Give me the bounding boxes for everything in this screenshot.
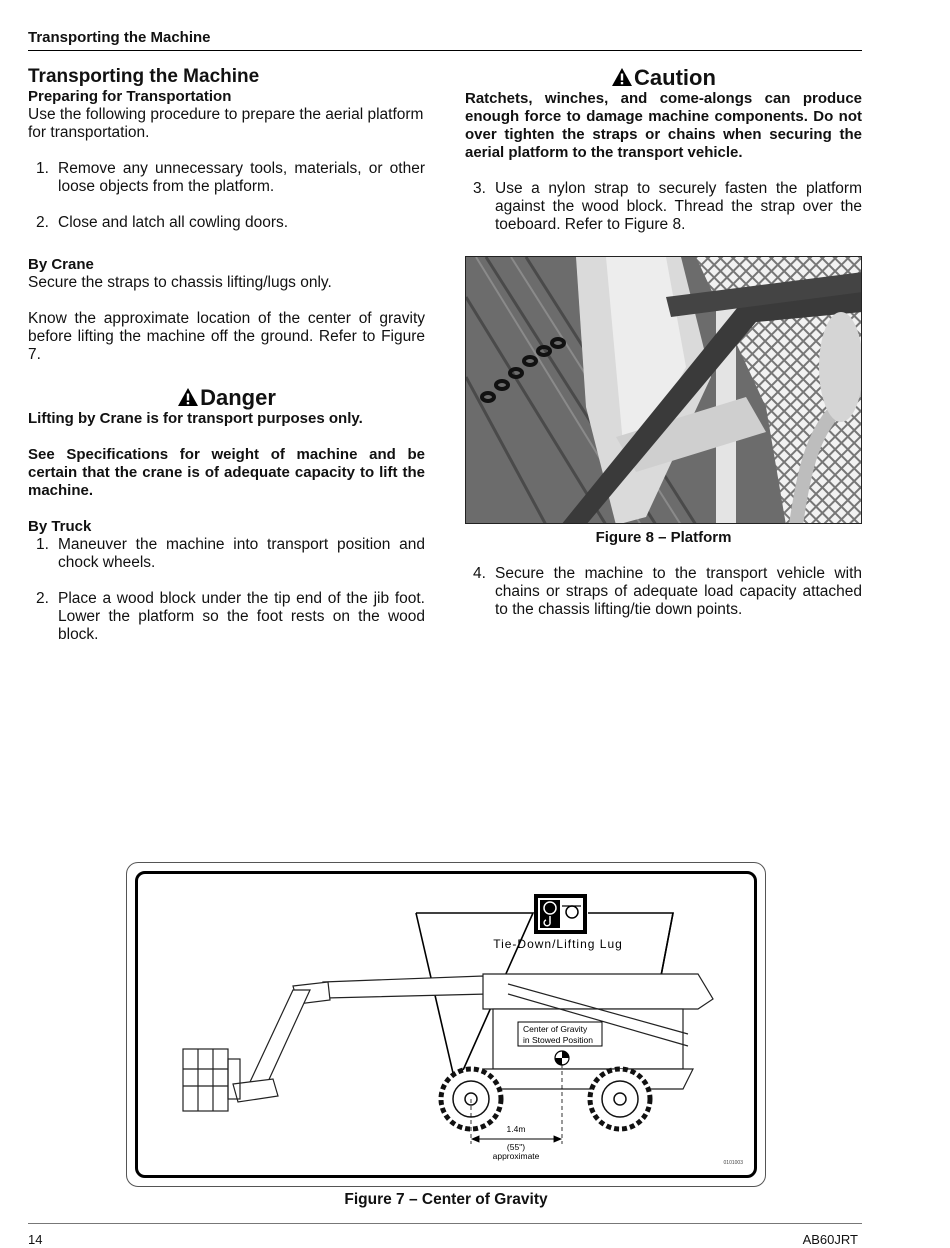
warning-triangle-icon: [611, 67, 633, 87]
cog-label-line-2: in Stowed Position: [523, 1035, 593, 1045]
by-truck-steps: [28, 536, 425, 644]
dimension-note: approximate: [492, 1151, 540, 1161]
platform-photo: [465, 256, 862, 524]
left-column: [28, 66, 425, 644]
list-item: 3. Use a nylon strap to securely fasten the platform against the wood block. Thread the strap over the toeboard. Refer to Figure 8.: [473, 180, 862, 233]
figure-7-frame: [126, 862, 766, 1187]
caution-heading: Caution: [465, 66, 862, 90]
list-item: 2. Close and latch all cowling doors.: [36, 214, 289, 231]
dimension-metric: 1.4m: [506, 1124, 526, 1134]
by-crane-heading: By Crane: [28, 256, 94, 273]
center-of-gravity-note: Know the approximate location of the center of gravity before lifting the machine off the ground. Refer to Figure 7.: [28, 310, 425, 363]
figure-8-caption: Figure 8 – Platform: [595, 529, 732, 546]
dimension-imperial: (55"): [506, 1142, 526, 1152]
figure-7-caption: Figure 7 – Center of Gravity: [344, 1191, 548, 1208]
list-item: 4. Secure the machine to the transport vehicle with chains or straps of adequate load capacity attached to the chassis lifting/tie down points.: [473, 565, 862, 618]
warning-triangle-icon: [177, 387, 199, 407]
footer-rule: [28, 1223, 862, 1224]
list-item: 2. Place a wood block under the tip end of the jib foot. Lower the platform so the foot rests on the wood block.: [36, 590, 425, 643]
tie-down-lug-label: Tie-Down/Lifting Lug: [493, 937, 623, 951]
preparing-heading: Preparing for Transportation: [28, 88, 232, 105]
figure-7-diagram: [135, 871, 757, 1178]
rear-wheel: [590, 1069, 650, 1129]
right-column: [465, 66, 862, 619]
drawing-code: 0101003: [723, 1160, 743, 1166]
steps-final: [465, 565, 862, 619]
list-item: 1. Maneuver the machine into transport position and chock wheels.: [36, 536, 425, 571]
danger-heading: Danger: [28, 386, 425, 410]
by-truck-heading: By Truck: [28, 518, 92, 535]
steps-continued: [465, 180, 862, 234]
danger-line-2: See Specifications for weight of machine and be certain that the crane is of adequate capacity to lift the machine.: [28, 446, 425, 499]
section-title: Transporting the Machine: [28, 66, 260, 87]
running-header-title: Transporting the Machine: [28, 29, 211, 46]
tie-down-lug-icon: [534, 894, 587, 934]
danger-line-1: Lifting by Crane is for transport purposes only.: [28, 410, 363, 427]
caution-text: Ratchets, winches, and come-alongs can produce enough force to damage machine components. Do not over tighten the straps or chains when securing the aerial platform to the transport vehicle.: [465, 90, 862, 161]
preparing-intro: Use the following procedure to prepare the aerial platform for transportation.: [28, 106, 424, 141]
by-crane-text: Secure the straps to chassis lifting/lugs only.: [28, 274, 332, 291]
model-number: AB60JRT: [802, 1232, 858, 1247]
cog-label-line-1: Center of Gravity: [523, 1024, 588, 1034]
preparing-steps: [28, 160, 425, 232]
header-rule: [28, 50, 862, 51]
list-item: 1. Remove any unnecessary tools, materials, or other loose objects from the platform.: [36, 160, 425, 195]
page-number: 14: [28, 1232, 43, 1247]
